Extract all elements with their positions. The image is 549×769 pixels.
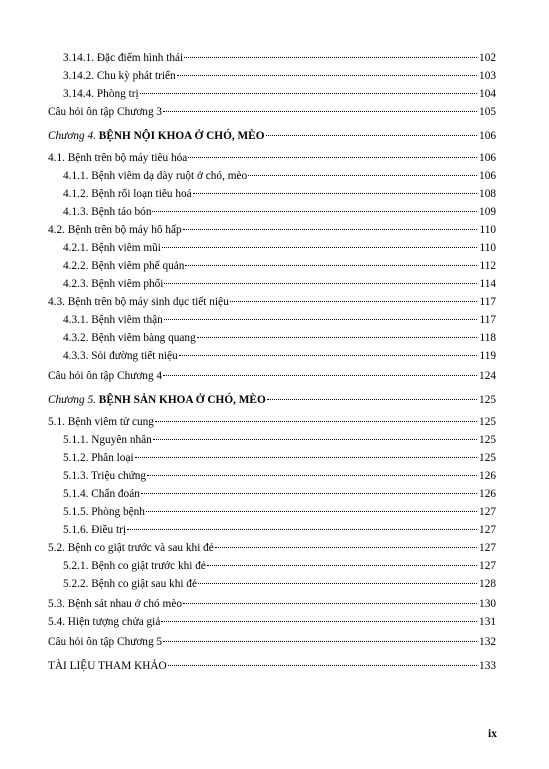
toc-entry-title: TÀI LIỆU THAM KHẢO bbox=[48, 660, 167, 672]
toc-chapter-heading[interactable] bbox=[48, 128, 496, 144]
toc-entry[interactable] bbox=[63, 558, 496, 574]
dot-leader bbox=[183, 229, 477, 230]
toc-entry-title: 4.2.3. Bệnh viêm phổi bbox=[63, 278, 164, 290]
dot-leader bbox=[153, 439, 477, 440]
dot-leader bbox=[163, 641, 477, 642]
toc-entry[interactable] bbox=[63, 50, 496, 66]
toc-page-number: 106 bbox=[479, 130, 496, 142]
toc-entry[interactable] bbox=[63, 276, 496, 292]
dot-leader bbox=[163, 375, 477, 376]
toc-page-number: 103 bbox=[479, 70, 496, 82]
toc-page-number: 112 bbox=[479, 260, 496, 272]
toc-page-number: 133 bbox=[479, 660, 496, 672]
chapter-prefix: Chương 5. bbox=[48, 394, 99, 406]
toc-page-number: 105 bbox=[479, 106, 496, 118]
dot-leader bbox=[162, 247, 477, 248]
toc-entry[interactable] bbox=[63, 68, 496, 84]
toc-entry[interactable] bbox=[63, 486, 496, 502]
toc-entry-title: 5.2.1. Bệnh co giật trước khi đẻ bbox=[63, 560, 206, 572]
toc-entry[interactable] bbox=[63, 330, 496, 346]
dot-leader bbox=[267, 399, 477, 400]
toc-entry-title: 5.1.3. Triệu chứng bbox=[63, 470, 147, 482]
dot-leader bbox=[161, 621, 477, 622]
toc-entry-title: 4.1.2. Bệnh rối loạn tiêu hoá bbox=[63, 188, 192, 200]
dot-leader bbox=[163, 111, 477, 112]
toc-page-number: 132 bbox=[479, 636, 496, 648]
toc-entry[interactable] bbox=[48, 658, 496, 674]
dot-leader bbox=[188, 157, 477, 158]
toc-page-number: 124 bbox=[479, 370, 496, 382]
toc-page-number: 127 bbox=[479, 560, 496, 572]
toc-entry-title: 5.3. Bệnh sát nhau ở chó mèo bbox=[48, 598, 182, 610]
toc-entry[interactable] bbox=[48, 222, 496, 238]
dot-leader bbox=[197, 337, 477, 338]
toc-entry[interactable] bbox=[48, 634, 496, 650]
dot-leader bbox=[152, 211, 477, 212]
toc-entry[interactable] bbox=[63, 204, 496, 220]
toc-entry-title: 5.1.4. Chẩn đoán bbox=[63, 488, 140, 500]
toc-entry-title: 5.1. Bệnh viêm tử cung bbox=[48, 416, 154, 428]
toc-entry[interactable] bbox=[48, 104, 496, 120]
toc-entry-title: 5.4. Hiện tượng chửa giả bbox=[48, 616, 161, 628]
toc-page-number: 125 bbox=[479, 416, 496, 428]
toc-entry-title: 3.14.1. Đặc điểm hình thái bbox=[63, 52, 184, 64]
dot-leader bbox=[183, 603, 477, 604]
page-number: ix bbox=[488, 728, 497, 740]
toc-entry[interactable] bbox=[63, 522, 496, 538]
toc-page-number: 127 bbox=[479, 542, 496, 554]
toc-entry[interactable] bbox=[48, 596, 496, 612]
toc-entry-title: 4.3.1. Bệnh viêm thận bbox=[63, 314, 163, 326]
toc-entry[interactable] bbox=[48, 150, 496, 166]
dot-leader bbox=[198, 583, 477, 584]
toc-page-number: 117 bbox=[479, 296, 496, 308]
toc-entry-title: 5.1.6. Điều trị bbox=[63, 524, 127, 536]
toc-page-number: 125 bbox=[479, 394, 496, 406]
chapter-name: BỆNH NỘI KHOA Ở CHÓ, MÈO bbox=[98, 130, 265, 142]
toc-entry-title: 5.2. Bệnh co giật trước và sau khi đẻ bbox=[48, 542, 214, 554]
dot-leader bbox=[127, 529, 477, 530]
toc-chapter-heading[interactable] bbox=[48, 392, 496, 408]
toc-page-number: 102 bbox=[479, 52, 496, 64]
toc-entry-title: 4.2.1. Bệnh viêm mũi bbox=[63, 242, 161, 254]
toc-entry-title: 3.14.4. Phòng trị bbox=[63, 88, 139, 100]
toc-page-number: 119 bbox=[479, 350, 496, 362]
toc-page-number: 131 bbox=[479, 616, 496, 628]
toc-page-number: 110 bbox=[479, 224, 496, 236]
toc-page-number: 126 bbox=[479, 488, 496, 500]
toc-entry[interactable] bbox=[48, 540, 496, 556]
toc-page-number: 110 bbox=[479, 242, 496, 254]
toc-entry[interactable] bbox=[63, 258, 496, 274]
toc-entry-title: 4.2.2. Bệnh viêm phế quản bbox=[63, 260, 185, 272]
toc-page-number: 117 bbox=[479, 314, 496, 326]
toc-entry[interactable] bbox=[48, 614, 496, 630]
toc-entry[interactable] bbox=[63, 186, 496, 202]
toc-entry[interactable] bbox=[63, 432, 496, 448]
toc-entry[interactable] bbox=[48, 414, 496, 430]
dot-leader bbox=[164, 283, 477, 284]
dot-leader bbox=[230, 301, 477, 302]
dot-leader bbox=[140, 93, 477, 94]
toc-page-number: 109 bbox=[479, 206, 496, 218]
toc-entry-title bbox=[48, 392, 266, 408]
toc-page-number: 130 bbox=[479, 598, 496, 610]
toc-page-number: 114 bbox=[479, 278, 496, 290]
dot-leader bbox=[147, 475, 477, 476]
toc-entry[interactable] bbox=[63, 86, 496, 102]
toc-page-number: 127 bbox=[479, 506, 496, 518]
toc-entry-title: 4.3.2. Bệnh viêm bàng quang bbox=[63, 332, 196, 344]
toc-entry[interactable] bbox=[48, 368, 496, 384]
toc-entry-title: 5.2.2. Bệnh co giật sau khi đẻ bbox=[63, 578, 197, 590]
toc-page-number: 104 bbox=[479, 88, 496, 100]
dot-leader bbox=[184, 57, 477, 58]
toc-page-number: 106 bbox=[479, 170, 496, 182]
dot-leader bbox=[248, 175, 477, 176]
toc-page-number: 106 bbox=[479, 152, 496, 164]
dot-leader bbox=[193, 193, 477, 194]
toc-entry-title: 4.1.1. Bệnh viêm dạ dày ruột ở chó, mèo bbox=[63, 170, 248, 182]
dot-leader bbox=[141, 493, 477, 494]
toc-entry[interactable] bbox=[48, 294, 496, 310]
dot-leader bbox=[168, 665, 477, 666]
toc-entry[interactable] bbox=[63, 312, 496, 328]
toc-page-number: 125 bbox=[479, 452, 496, 464]
dot-leader bbox=[215, 547, 477, 548]
dot-leader bbox=[266, 135, 478, 136]
dot-leader bbox=[164, 319, 477, 320]
toc-entry-title: 4.3. Bệnh trên bộ máy sinh dục tiết niệu bbox=[48, 296, 229, 308]
toc-entry-title: 4.1.3. Bệnh táo bón bbox=[63, 206, 152, 218]
toc-page-number: 125 bbox=[479, 434, 496, 446]
toc-entry-title: Câu hỏi ôn tập Chương 5 bbox=[48, 636, 163, 648]
toc-page-number: 128 bbox=[479, 578, 496, 590]
toc-entry[interactable] bbox=[63, 468, 496, 484]
dot-leader bbox=[177, 75, 477, 76]
toc-entry[interactable] bbox=[63, 240, 496, 256]
toc-entry-title: 3.14.2. Chu kỳ phát triển bbox=[63, 70, 176, 82]
toc-entry-title: 5.1.5. Phòng bệnh bbox=[63, 506, 145, 518]
toc-entry-title: 5.1.2. Phân loại bbox=[63, 452, 134, 464]
toc-page-number: 118 bbox=[479, 332, 496, 344]
toc-entry-title: 4.3.3. Sỏi đường tiết niệu bbox=[63, 350, 178, 362]
dot-leader bbox=[146, 511, 477, 512]
toc-entry-title: 5.1.1. Nguyên nhân bbox=[63, 434, 152, 446]
toc-entry[interactable] bbox=[63, 504, 496, 520]
toc-page-number: 108 bbox=[479, 188, 496, 200]
toc-entry[interactable] bbox=[63, 168, 496, 184]
dot-leader bbox=[207, 565, 477, 566]
toc-entry[interactable] bbox=[63, 576, 496, 592]
dot-leader bbox=[135, 457, 477, 458]
toc-entry[interactable] bbox=[63, 450, 496, 466]
toc-entry-title: Câu hỏi ôn tập Chương 4 bbox=[48, 370, 163, 382]
toc-entry[interactable] bbox=[63, 348, 496, 364]
dot-leader bbox=[185, 265, 477, 266]
chapter-prefix: Chương 4. bbox=[48, 130, 99, 142]
toc-entry-title: 4.2. Bệnh trên bộ máy hô hấp bbox=[48, 224, 182, 236]
chapter-name: BỆNH SẢN KHOA Ở CHÓ, MÈO bbox=[98, 394, 266, 406]
toc-page-number: 127 bbox=[479, 524, 496, 536]
toc-entry-title bbox=[48, 128, 265, 144]
dot-leader bbox=[155, 421, 477, 422]
toc-page-number: 126 bbox=[479, 470, 496, 482]
toc-entry-title: Câu hỏi ôn tập Chương 3 bbox=[48, 106, 163, 118]
dot-leader bbox=[179, 355, 477, 356]
toc-entry-title: 4.1. Bệnh trên bộ máy tiêu hóa bbox=[48, 152, 188, 164]
